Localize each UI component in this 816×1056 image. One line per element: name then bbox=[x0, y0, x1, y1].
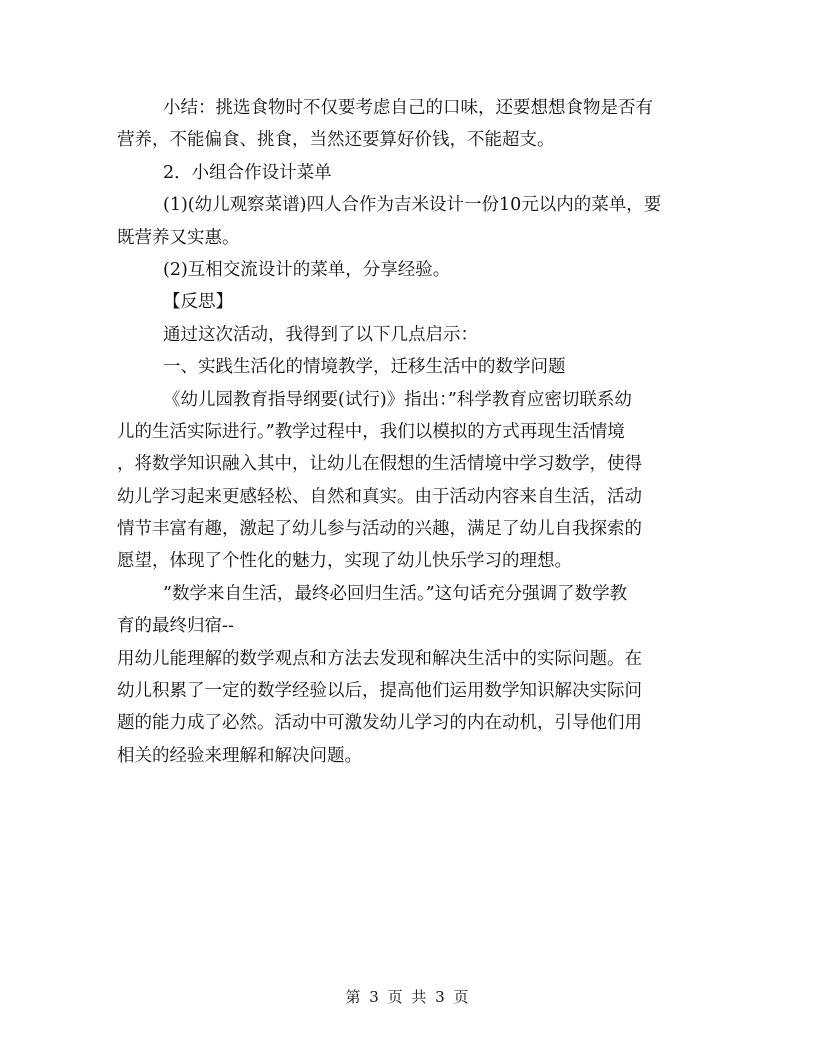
text-line: 儿的生活实际进行。”教学过程中，我们以模拟的方式再现生活情境 bbox=[117, 421, 625, 442]
text-line: 既营养又实惠。 bbox=[117, 227, 240, 248]
text-line: ”数学来自生活，最终必回归生活。”这句话充分强调了数学教 bbox=[163, 583, 628, 604]
page-footer: 第 3 页 共 3 页 bbox=[345, 988, 471, 1006]
text-line: 通过这次活动，我得到了以下几点启示： bbox=[163, 324, 478, 345]
text-line: 幼儿学习起来更感轻松、自然和真实。由于活动内容来自生活，活动 bbox=[117, 486, 642, 507]
text-line: (2)互相交流设计的菜单，分享经验。 bbox=[163, 259, 451, 280]
text-line: ，将数学知识融入其中，让幼儿在假想的生活情境中学习数学，使得 bbox=[117, 454, 642, 475]
text-line: 情节丰富有趣，激起了幼儿参与活动的兴趣，满足了幼儿自我探索的 bbox=[117, 519, 642, 540]
text-line: (1)(幼儿观察菜谱)四人合作为吉米设计一份10元以内的菜单，要 bbox=[163, 195, 662, 216]
text-line: 育的最终归宿-- bbox=[117, 616, 234, 637]
text-line: 一、实践生活化的情境教学，迁移生活中的数学问题 bbox=[163, 357, 566, 378]
text-line: 营养，不能偏食、挑食，当然还要算好价钱，不能超支。 bbox=[117, 130, 555, 151]
text-line: 《幼儿园教育指导纲要(试行)》指出：”科学教育应密切联系幼 bbox=[163, 389, 632, 410]
document-body bbox=[117, 92, 707, 772]
text-line: 用幼儿能理解的数学观点和方法去发现和解决生活中的实际问题。在 bbox=[117, 648, 642, 669]
text-line: 2．小组合作设计菜单 bbox=[163, 162, 332, 183]
text-line: 【反思】 bbox=[163, 292, 233, 313]
text-line: 小结：挑选食物时不仅要考虑自己的口味，还要想想食物是否有 bbox=[163, 98, 653, 118]
text-line: 幼儿积累了一定的数学经验以后，提高他们运用数学知识解决实际问 bbox=[117, 681, 642, 702]
text-line: 相关的经验来理解和解决问题。 bbox=[117, 745, 362, 766]
text-line: 题的能力成了必然。活动中可激发幼儿学习的内在动机，引导他们用 bbox=[117, 713, 642, 734]
text-line: 愿望，体现了个性化的魅力，实现了幼儿快乐学习的理想。 bbox=[117, 551, 572, 572]
